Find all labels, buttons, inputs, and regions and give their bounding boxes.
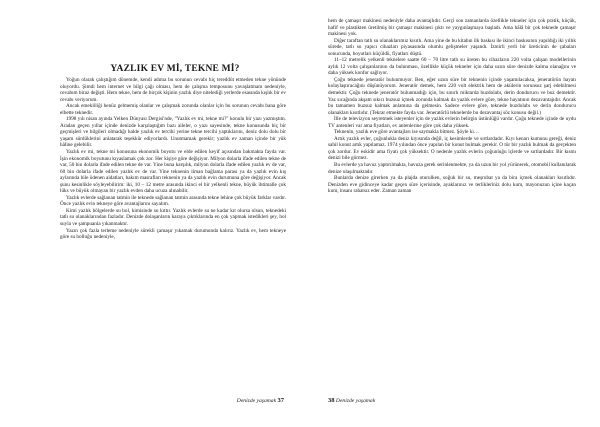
paragraph: Bu evlerde ya havuz yaptırılmakta, havuza gerek serinlenmekte, ya da uzun bir yol yürünerek, otomobil kullanılarak denize ulaşılmaktadır. bbox=[328, 162, 576, 175]
paragraph: 1998 yılı nisan ayında Yelken Dünyası Dergisi'nde, "Yazlık ev mi, tekne mi?" konulu bir yazı yazmıştım. Aradan geçen yıllar içinde denizde karşılaştığım bazı aileler, o yazı sayesinde, tekne konusunda hiç bir geçmişleri ve bilgileri olmadığı halde yazlık ev tercihi yerine tekne tercihi yaptıklarını, deniz dolu dolu bir yaşam sürdüklerini anlatarak teşekkür ediyorlardı. Unutmamak gerekir; yazlık ev zaman içinde bir yük hâline gelebilir. bbox=[60, 116, 286, 149]
paragraph: Yazlık ev mi, tekne mi konusuna ekonomik boyutu ve elde edilen keyif açısından bakmakta fayda var. İşin ekonomik boyutunu kıyaslamak çok zor. Her kişiye göre değişiyor. Milyon dolarla ifade edilen tekne de var, 50 bin dolarla ifade edilen tekne de var. Yine buna karşılık, milyon dolarla ifade edilen yazlık ev de var, 60 bin dolarla ifade edilen yazlık ev de var. Yine teknenin liman bağlama parası ya da yazlık evin kış aylarında bile ödenen aidatları, bakım masrafları teknenin ya da yazlık evin durumuna göre değişiyor. Ancak şunu kesinlikle söyleyebilirim: iki, 10 – 12 metre arasında ikinci el bir yelkenli tekne, büyük ihtimalle çok lüks ve büyük olmayan bir yazlık evden daha ucuza alınabilir. bbox=[60, 149, 286, 195]
paragraph: Yoğun olarak çalıştığım dönemde, kendi adıma bu sorunun cevabı hiç tereddüt etmeden tekne yönünde oluyordu. Şimdi hem internet ve bilgi çağı olması, hem de çalışma temposunu yavaşlatmam nedeniyle, cevabım biraz değişti. Hem tekne, hem de birçok kişinin yazlık diye nitelediği yerlerde esasında kışlık bir ev cevabı veriyorum. bbox=[60, 77, 286, 103]
left-text-column bbox=[60, 77, 286, 382]
paragraph: Çoğu teknede jeneratör bulunmuyor. Ben, eğer uzun süre bir teknenin içinde yaşamılacaksa, jeneratörün hayatı kolaylaştıracağını düşünüyorum. Jeneratör demek, hem 220 volt elektrik hem de akülerin sorunsuz şarj edebilmesi demektir. Çoğu teknede jeneratör bulunmadığı için, bu sınırlı miktarda buzdolabı, derin dondurucu ve buz demektir. Yaz sıcağında akşam sıkıcı buzsuz içmek zorunda kalmak da yazlık evlere göre, tekne hayatının dezavantajıdır. Ancak bu tamamen buzsuz kalmak anlamına da gelmesin. Sadece evlere göre, teknede buzdolabı ve derin dondurucu olanakları kısıtlıdır. (Tekrar etmekte fayda var. Jeneratörlü teknelerde bu dezavantaj söz konusu değil.) bbox=[328, 76, 576, 116]
page-number: 37 bbox=[277, 397, 284, 404]
paragraph: Bunlarda denize girerken ya da plajda oturulken, soğuk bir su, meşrubat ya da bira içmek olanakları kısıtlıdır. Denizden eve gidinceye kadar geçen süre içerisinde, ayaklarınız ve terlikleriniz dolu kum, mayonuzun içine kaçan kum, insanı rahatsız eder. Zaman zaman bbox=[328, 175, 576, 195]
paragraph: Diğer taraftan tatlı su olanaklarımız kısıtlı. Ama yine de bu kitabın ilk baskısı ile ikinci baskısının yapıldığı iki yıllık sürede, tatlı su yapıcı cihazları piyasasında olumlu gelişmeler yaşandı. İzmirli yerli bir üreticinin de çabaları sonucunda, boyutları küçüldü, fiyatları düştü. bbox=[328, 37, 576, 57]
right-page-footer bbox=[328, 397, 375, 404]
right-page bbox=[306, 0, 600, 427]
right-text-column bbox=[328, 18, 576, 378]
page-number: 38 bbox=[328, 397, 335, 404]
paragraph: Yazın çok fazla terleme nedeniyle sürekli çamaşır yıkamak durumunda kalırız. Yazlık ev, hem tekneye göre su bolluğu nedeniyle, bbox=[60, 227, 286, 241]
article-title: YAZLIK EV Mİ, TEKNE Mİ? bbox=[110, 64, 240, 74]
paragraph: Artık yazlık evler, çoğunlukla deniz kıyısında değil, iç kesimlerde ve sırtlardadır. Kıyı kenarı kumunu gereği, deniz sahil konut artık yapılamaz. 1974 yılından önce yapılan bir konut bulmak gerekir. O tür bir yazlık bulmak da gerçekten çok zordur. Ev eskidir ama fiyatı çok yüksektir. O nedenle yazlık evlerin çoğunluğu içlerde ve sırtlardadır. Bir kısmı denizi bile görmez. bbox=[328, 135, 576, 162]
footer-publication: Denizde yaşamak bbox=[335, 398, 376, 404]
paragraph: Kimi yazlık bölgelerde su bol, kimisinde su kıttır. Yazlık evlerde su ne kadar kıt olursa olsun, teknedeki tatlı su olanaklarından fazladır. Denizde dolaşanların karaya çıktıklarında en çok yapmak istedikleri şey, bol suyla ve şampuanla yıkanmaktır. bbox=[60, 207, 286, 228]
paragraph: İlle de televizyon seyretmek isteyenler için de yazlık evlerin belirgin üstünlüğü vardır. Çoğu teknede içinde de uydu TV antenleri var ama fiyatları, ev antenlerine göre çok daha yüksek. bbox=[328, 116, 576, 129]
paragraph: Teknenin, yazlık eve göre avantajları ise saymakla bitmez. Şöyle ki… bbox=[334, 129, 479, 136]
paragraph: hem de çamaşır makinesi nedeniyle daha avantajlıdır. Gerçi son zamanlarda özellikle tekneler için çok pratik, küçük, hafif ve plastikten üretilmiş bir çamaşır makinesi çıktı ve yaygınlaşmaya başladı. Ama hâlâ bir çok teknede çamaşır makinesi yok. bbox=[328, 18, 576, 38]
footer-publication: Denizde yaşamak bbox=[236, 398, 277, 404]
paragraph: Ancak emekliliği henüz gelmemiş olanlar ve çalışmak zorunda olanlar için bu sorunun cevabı bana göre elbette teknedir. bbox=[60, 103, 286, 116]
paragraph: Yazlık evlerde sağlanan tatmin ile teknede sağlanan tatmin arasında tekne lehine çok büyük farklar vardır. Önce yazlık evin tekneye göre avantajlarını sayalım. bbox=[60, 194, 286, 208]
paragraph: 11–12 metrelik yelkenli teknelere saatte 60 – 70 litre tatlı su üreten bu cihazların 220 volta çalışan modellerinin aylık 12 volta çalışanlarının da bulunması, özellikle küçük tekneler için daha uzun süre denizde kalma olanağını ve daha yüksek konfor sağlıyor. bbox=[328, 57, 576, 77]
left-page-footer bbox=[237, 397, 284, 404]
